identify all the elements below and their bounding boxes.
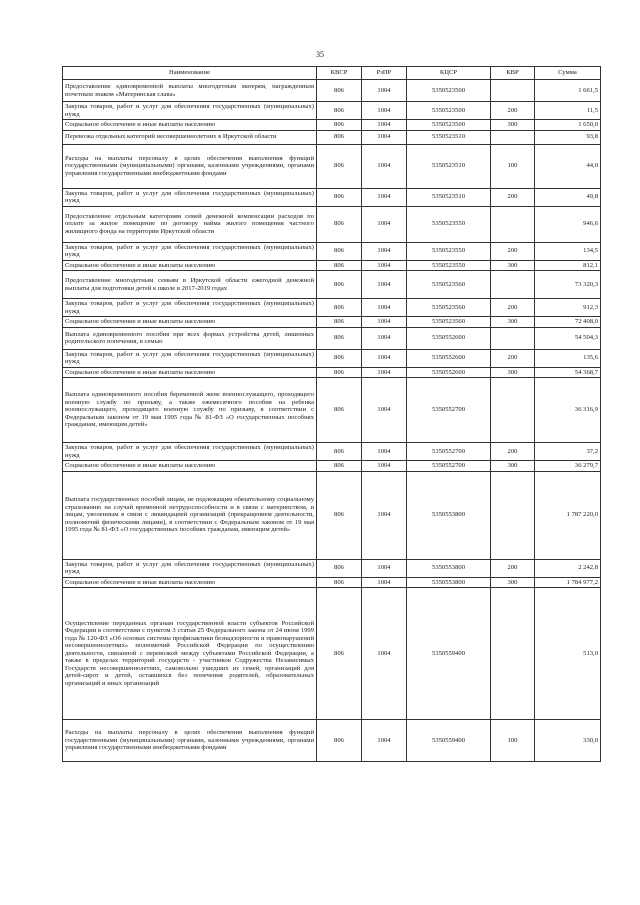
row-kvr: 200	[491, 443, 535, 461]
row-kvsr: 806	[317, 559, 362, 577]
row-kcsr: 5350523500	[407, 80, 491, 102]
row-sum: 54 368,7	[535, 367, 601, 378]
row-kcsr: 5350523510	[407, 188, 491, 206]
table-row	[63, 317, 601, 328]
row-kvr: 300	[491, 317, 535, 328]
row-kvr: 300	[491, 461, 535, 472]
row-kcsr: 5350523550	[407, 206, 491, 242]
row-rzpr: 1004	[362, 559, 407, 577]
row-kvr	[491, 378, 535, 443]
table-row	[63, 559, 601, 577]
table-row	[63, 443, 601, 461]
row-kcsr: 5350559400	[407, 588, 491, 720]
row-kvr: 300	[491, 367, 535, 378]
table-row	[63, 327, 601, 349]
row-kcsr: 5350552700	[407, 461, 491, 472]
row-sum: 36 279,7	[535, 461, 601, 472]
header-kvsr: КВСР	[317, 67, 362, 80]
row-kvr: 300	[491, 577, 535, 588]
row-kvr: 200	[491, 188, 535, 206]
row-kvr	[491, 130, 535, 144]
row-name: Выплата единовременного пособия при всех формах устройства детей, лишенных родительского попечения, в семью	[63, 327, 317, 349]
row-rzpr: 1004	[362, 367, 407, 378]
row-kcsr: 5350553800	[407, 559, 491, 577]
row-rzpr: 1004	[362, 577, 407, 588]
row-sum: 946,6	[535, 206, 601, 242]
row-kvr: 200	[491, 242, 535, 260]
row-rzpr: 1004	[362, 299, 407, 317]
row-kcsr: 5350552600	[407, 367, 491, 378]
row-name: Закупка товаров, работ и услуг для обеспечения государственных (муниципальных) нужд	[63, 299, 317, 317]
table-row	[63, 260, 601, 271]
table-row	[63, 242, 601, 260]
row-sum: 44,0	[535, 144, 601, 188]
row-kvr	[491, 206, 535, 242]
row-rzpr: 1004	[362, 271, 407, 299]
row-kcsr: 5350552600	[407, 327, 491, 349]
row-kvr	[491, 80, 535, 102]
row-sum: 37,2	[535, 443, 601, 461]
row-name: Предоставление многодетным семьям в Иркутской области ежегодной денежной выплаты для подготовки детей к школе в 2017-2019 годах	[63, 271, 317, 299]
row-kvsr: 806	[317, 242, 362, 260]
row-kcsr: 5350523510	[407, 144, 491, 188]
row-name: Социальное обеспечение и иные выплаты населению	[63, 120, 317, 131]
row-name: Предоставление единовременной выплаты многодетным матерям, награжденным почетным знаком «Материнская слава»	[63, 80, 317, 102]
table-row	[63, 188, 601, 206]
row-kvsr: 806	[317, 588, 362, 720]
row-kcsr: 5350523510	[407, 130, 491, 144]
row-rzpr: 1004	[362, 130, 407, 144]
row-name: Расходы на выплаты персоналу в целях обеспечения выполнения функций государственными (муниципальными) органами, казенными учреждениями, органами управления государственными внебюджетными фондами	[63, 144, 317, 188]
row-name: Выплата единовременного пособия беременной жене военнослужащего, проходящего военную службу по призыву, а также ежемесячного пособия на ребенка военнослужащего, проходящего военную службу по призыву, в соответствии с Федеральным законом от 19 мая 1995 года № 81-ФЗ «О государственных пособиях гражданам, имеющим детей»	[63, 378, 317, 443]
row-name: Социальное обеспечение и иные выплаты населению	[63, 367, 317, 378]
row-sum: 1 661,5	[535, 80, 601, 102]
header-rzpr: РзПР	[362, 67, 407, 80]
row-name: Предоставление отдельным категориям семей денежной компенсации расходов по оплате за жилое помещение по договору найма жилого помещения частного жилищного фонда на территории Иркутской области	[63, 206, 317, 242]
row-name: Социальное обеспечение и иные выплаты населению	[63, 317, 317, 328]
row-rzpr: 1004	[362, 206, 407, 242]
row-sum: 72 408,0	[535, 317, 601, 328]
row-kvsr: 806	[317, 367, 362, 378]
page-number: 35	[316, 50, 324, 59]
row-kvsr: 806	[317, 206, 362, 242]
row-sum: 912,3	[535, 299, 601, 317]
row-kvsr: 806	[317, 271, 362, 299]
table-header-row	[63, 67, 601, 80]
row-kcsr: 5350552600	[407, 349, 491, 367]
row-sum: 135,6	[535, 349, 601, 367]
row-name: Закупка товаров, работ и услуг для обеспечения государственных (муниципальных) нужд	[63, 242, 317, 260]
row-kvr	[491, 271, 535, 299]
row-kvsr: 806	[317, 720, 362, 762]
table-row	[63, 80, 601, 102]
row-rzpr: 1004	[362, 461, 407, 472]
table-row	[63, 144, 601, 188]
table-row	[63, 206, 601, 242]
header-kvr: КВР	[491, 67, 535, 80]
row-kvr: 200	[491, 102, 535, 120]
row-kcsr: 5350523500	[407, 102, 491, 120]
row-kvsr: 806	[317, 461, 362, 472]
row-name: Расходы на выплаты персоналу в целях обеспечения выполнения функций государственными (муниципальными) органами, казенными учреждениями, органами управления государственными внебюджетными фондами	[63, 720, 317, 762]
row-kvr: 100	[491, 144, 535, 188]
row-name: Социальное обеспечение и иные выплаты населению	[63, 577, 317, 588]
header-kcsr: КЦСР	[407, 67, 491, 80]
header-sum: Сумма	[535, 67, 601, 80]
table-row	[63, 102, 601, 120]
table-row	[63, 130, 601, 144]
row-kvr: 200	[491, 349, 535, 367]
row-rzpr: 1004	[362, 188, 407, 206]
table-row	[63, 349, 601, 367]
row-name: Социальное обеспечение и иные выплаты населению	[63, 461, 317, 472]
row-kvr: 200	[491, 559, 535, 577]
row-sum: 513,0	[535, 588, 601, 720]
row-rzpr: 1004	[362, 120, 407, 131]
table-row	[63, 577, 601, 588]
row-kvsr: 806	[317, 317, 362, 328]
row-name: Перевозка отдельных категорий несовершеннолетних в Иркутской области	[63, 130, 317, 144]
row-kvsr: 806	[317, 299, 362, 317]
row-rzpr: 1004	[362, 443, 407, 461]
table-row	[63, 461, 601, 472]
row-sum: 49,8	[535, 188, 601, 206]
row-kvr: 300	[491, 260, 535, 271]
row-name: Социальное обеспечение и иные выплаты населению	[63, 260, 317, 271]
row-kvsr: 806	[317, 471, 362, 559]
row-sum: 812,1	[535, 260, 601, 271]
row-kvsr: 806	[317, 80, 362, 102]
row-kcsr: 5350553800	[407, 471, 491, 559]
row-kvsr: 806	[317, 120, 362, 131]
row-kvsr: 806	[317, 349, 362, 367]
row-name: Закупка товаров, работ и услуг для обеспечения государственных (муниципальных) нужд	[63, 102, 317, 120]
row-kvsr: 806	[317, 102, 362, 120]
row-rzpr: 1004	[362, 471, 407, 559]
row-kvsr: 806	[317, 260, 362, 271]
row-kcsr: 5350523550	[407, 242, 491, 260]
row-sum: 93,8	[535, 130, 601, 144]
row-name: Закупка товаров, работ и услуг для обеспечения государственных (муниципальных) нужд	[63, 559, 317, 577]
row-kcsr: 5350559400	[407, 720, 491, 762]
row-sum: 1 787 220,0	[535, 471, 601, 559]
row-kcsr: 5350523560	[407, 317, 491, 328]
row-kvsr: 806	[317, 327, 362, 349]
row-kvr: 200	[491, 299, 535, 317]
row-kcsr: 5350523560	[407, 299, 491, 317]
row-rzpr: 1004	[362, 102, 407, 120]
row-rzpr: 1004	[362, 588, 407, 720]
row-rzpr: 1004	[362, 144, 407, 188]
row-sum: 36 316,9	[535, 378, 601, 443]
row-name: Закупка товаров, работ и услуг для обеспечения государственных (муниципальных) нужд	[63, 443, 317, 461]
row-rzpr: 1004	[362, 242, 407, 260]
row-kcsr: 5350552700	[407, 378, 491, 443]
table-row	[63, 720, 601, 762]
row-kvr	[491, 327, 535, 349]
row-kvr	[491, 588, 535, 720]
row-kcsr: 5350552700	[407, 443, 491, 461]
table-row	[63, 299, 601, 317]
row-rzpr: 1004	[362, 327, 407, 349]
row-sum: 330,0	[535, 720, 601, 762]
row-kvsr: 806	[317, 577, 362, 588]
row-sum: 134,5	[535, 242, 601, 260]
row-kcsr: 5350523550	[407, 260, 491, 271]
row-sum: 1 650,0	[535, 120, 601, 131]
row-name: Выплата государственных пособий лицам, не подлежащим обязательному социальному страхованию на случай временной нетрудоспособности и в связи с материнством, и лицам, уволенным в связи с ликвидацией организаций (прекращением деятельности, полномочий физическими лицами), в соответствии с Федеральным законом от 19 мая 1995 года № 81-ФЗ «О государственных пособиях гражданам, имеющим детей»	[63, 471, 317, 559]
row-name: Осуществление переданных органам государственной власти субъектов Российской Федерации в соответствии с пунктом 3 статьи 25 Федерального закона от 24 июня 1999 года № 120-ФЗ «Об основах системы профилактики безнадзорности и правонарушений несовершеннолетних» полномочий Российской Федерации по осуществлению деятельности, связанной с перевозкой между субъектами Российской Федерации, а также в пределах территорий государств - участников Содружества Независимых Государств несовершеннолетних, самовольно ушедших из семей, организаций для детей-сирот и детей, оставшихся без попечения родителей, образовательных организаций и иных организаций	[63, 588, 317, 720]
row-kvr: 100	[491, 720, 535, 762]
row-rzpr: 1004	[362, 720, 407, 762]
row-sum: 2 242,8	[535, 559, 601, 577]
row-sum: 11,5	[535, 102, 601, 120]
row-kcsr: 5350523560	[407, 271, 491, 299]
row-kcsr: 5350553800	[407, 577, 491, 588]
table-row	[63, 378, 601, 443]
row-sum: 1 784 977,2	[535, 577, 601, 588]
row-kvsr: 806	[317, 443, 362, 461]
table-row	[63, 471, 601, 559]
row-name: Закупка товаров, работ и услуг для обеспечения государственных (муниципальных) нужд	[63, 188, 317, 206]
row-kvsr: 806	[317, 188, 362, 206]
table-row	[63, 120, 601, 131]
row-rzpr: 1004	[362, 317, 407, 328]
row-sum: 54 504,3	[535, 327, 601, 349]
table-row	[63, 271, 601, 299]
row-rzpr: 1004	[362, 378, 407, 443]
row-kvr	[491, 471, 535, 559]
table-row	[63, 588, 601, 720]
row-name: Закупка товаров, работ и услуг для обеспечения государственных (муниципальных) нужд	[63, 349, 317, 367]
row-kvsr: 806	[317, 378, 362, 443]
header-name: Наименование	[63, 67, 317, 80]
row-rzpr: 1004	[362, 260, 407, 271]
row-rzpr: 1004	[362, 80, 407, 102]
row-kvsr: 806	[317, 130, 362, 144]
table-row	[63, 367, 601, 378]
row-kcsr: 5350523500	[407, 120, 491, 131]
row-sum: 73 320,3	[535, 271, 601, 299]
budget-table	[62, 66, 601, 762]
row-kvr: 300	[491, 120, 535, 131]
row-rzpr: 1004	[362, 349, 407, 367]
row-kvsr: 806	[317, 144, 362, 188]
